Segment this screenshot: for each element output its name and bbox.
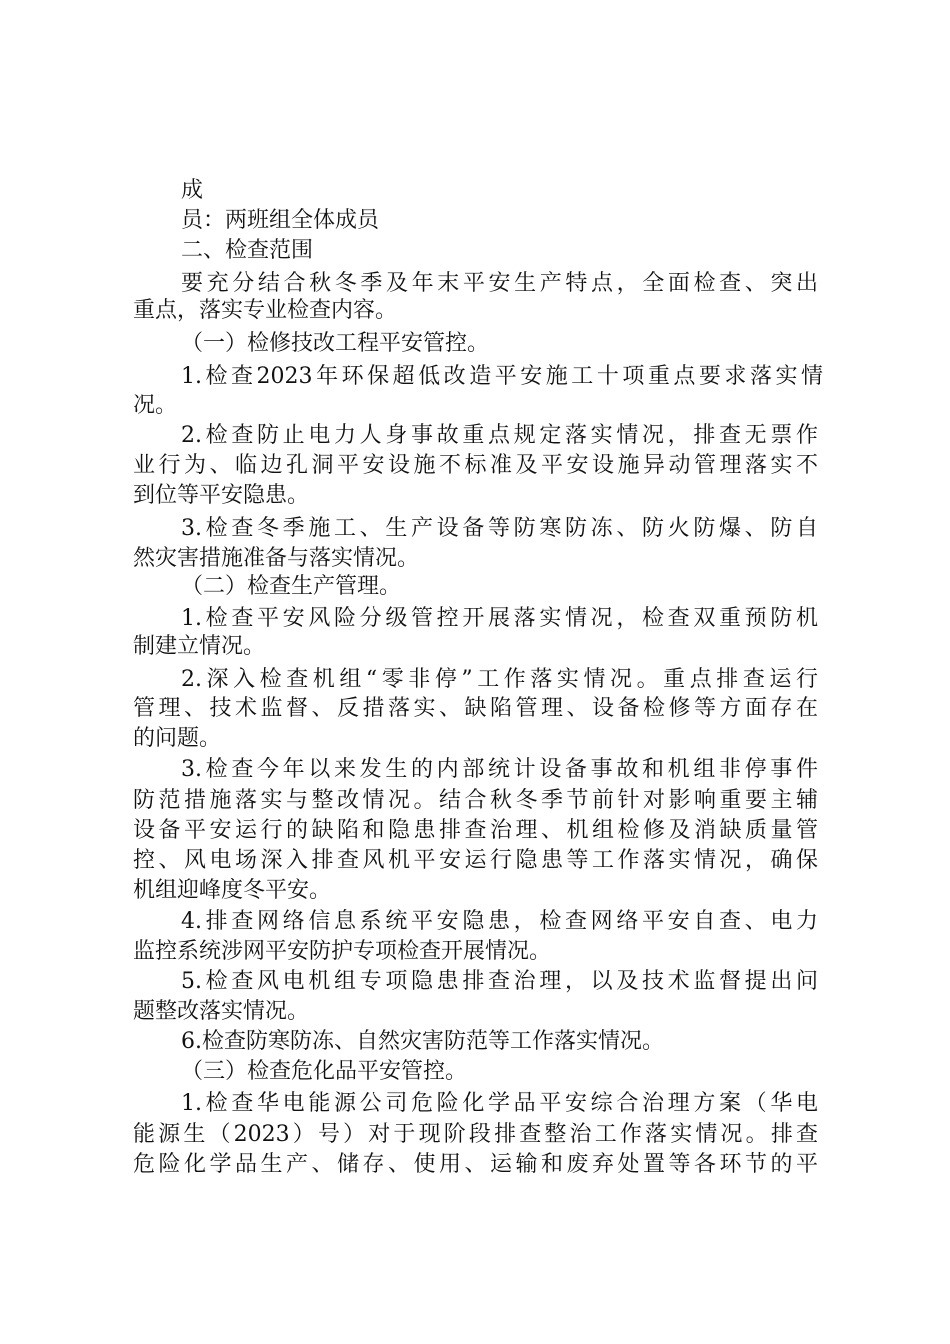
subsection-heading: （二）检查生产管理。 <box>181 574 402 599</box>
text-line: 题整改落实情况。 <box>133 999 310 1024</box>
text-line: 危险化学品生产、储存、使用、运输和废弃处置等各环节的平 <box>133 1152 818 1177</box>
text-line: 防范措施落实与整改情况。结合秋冬季节前针对影响重要主辅 <box>133 788 818 813</box>
text-line: 要充分结合秋冬季及年末平安生产特点，全面检查、突出 <box>181 271 818 296</box>
text-line: 5.检查风电机组专项隐患排查治理，以及技术监督提出问 <box>181 969 818 994</box>
text-line: 3.检查今年以来发生的内部统计设备事故和机组非停事件 <box>181 757 818 782</box>
text-line: 成 <box>181 178 204 203</box>
text-line: 重点，落实专业检查内容。 <box>133 298 398 323</box>
text-line: 1.检查华电能源公司危险化学品平安综合治理方案（华电 <box>181 1091 818 1116</box>
text-line: 况。 <box>133 393 178 418</box>
text-line: 2.深入检查机组“零非停”工作落实情况。重点排查运行 <box>181 667 818 692</box>
text-line: 然灾害措施准备与落实情况。 <box>133 546 420 571</box>
subsection-heading: （三）检查危化品平安管控。 <box>181 1059 468 1084</box>
subsection-heading: （一）检修技改工程平安管控。 <box>181 331 490 356</box>
text-line: 制建立情况。 <box>133 634 266 659</box>
text-line: 控、风电场深入排查风机平安运行隐患等工作落实情况，确保 <box>133 848 818 873</box>
text-line: 管理、技术监督、反措落实、缺陷管理、设备检修等方面存在 <box>133 696 818 721</box>
text-line: 6.检查防寒防冻、自然灾害防范等工作落实情况。 <box>181 1029 664 1054</box>
text-line: 监控系统涉网平安防护专项检查开展情况。 <box>133 939 552 964</box>
text-line: 4.排查网络信息系统平安隐患，检查网络平安自查、电力 <box>181 909 818 934</box>
text-line: 设备平安运行的缺陷和隐患排查治理、机组检修及消缺质量管 <box>133 818 818 843</box>
text-line: 业行为、临边孔洞平安设施不标准及平安设施异动管理落实不 <box>133 453 818 478</box>
text-line: 1.检查平安风险分级管控开展落实情况，检查双重预防机 <box>181 606 818 631</box>
text-line: 能源生（2023）号）对于现阶段排查整治工作落实情况。排查 <box>133 1122 818 1147</box>
text-line: 到位等平安隐患。 <box>133 483 310 508</box>
text-line: 1.检查2023年环保超低改造平安施工十项重点要求落实情 <box>181 364 823 389</box>
section-heading: 二、检查范围 <box>181 238 314 263</box>
text-line: 的问题。 <box>133 726 222 751</box>
text-line: 机组迎峰度冬平安。 <box>133 878 332 903</box>
text-line: 员：两班组全体成员 <box>181 208 380 233</box>
text-line: 2.检查防止电力人身事故重点规定落实情况，排查无票作 <box>181 423 818 448</box>
text-line: 3.检查冬季施工、生产设备等防寒防冻、防火防爆、防自 <box>181 516 818 541</box>
